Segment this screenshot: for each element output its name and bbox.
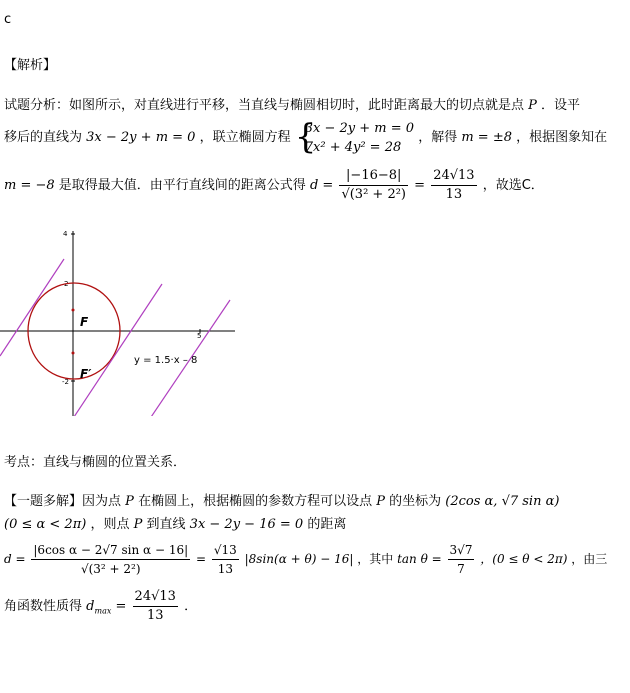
analysis-text: ，故选C． <box>482 178 544 193</box>
analysis-text: 是取得最大值．由平行直线间的距离公式得 <box>58 178 306 193</box>
analysis-line-3: m = −8 是取得最大值．由平行直线间的距离公式得 d = $\frac{|-16-8|}{\text{√(3² + 2²)}}$ = $\frac{24√13}{13}$ ，故选C． <box>4 168 544 202</box>
fraction-denominator: 13 <box>445 187 463 202</box>
multi-text: 在椭圆上，根据椭圆的参数方程可以设点 <box>138 494 373 509</box>
fraction-numerator: 24√13 <box>133 588 178 607</box>
multi-line-3: d = $\frac{\text{|6cos α − 2√7 sin α − 16|}}{\text{√(3² + 2²)}}$ = $\frac{√13}{13}$ |8sin(α + θ) − 16| ，其中 tan θ = $\frac{3√7}{7}$ ，(0 ≤ θ < 2π) ，由三 <box>4 543 608 576</box>
system-row-1: 3x − 2y + m = 0 <box>304 120 415 136</box>
distance-symbol: d = <box>309 178 334 193</box>
fraction-numerator: |6cos α − 2√7 sin α − 16| <box>31 541 190 560</box>
theta-range: ，(0 ≤ θ < 2π) <box>480 552 568 566</box>
analysis-text: ，解得 <box>418 130 458 145</box>
y-label-4: 4 <box>63 230 68 238</box>
x-label-5: 5 <box>197 332 202 340</box>
distance-fraction-2 <box>431 167 476 204</box>
fraction-denominator: 13 <box>146 608 164 623</box>
line-equation-label: y = 1.5·x – 8 <box>134 355 198 366</box>
distance-fraction <box>31 541 190 578</box>
y-label-2: 2 <box>64 280 69 288</box>
point-p: P <box>133 517 143 532</box>
analysis-line-2 <box>4 118 607 162</box>
fraction-denominator: √(3² + 2²) <box>80 562 141 576</box>
fraction-denominator: √(3² + 2²) <box>341 187 407 202</box>
multi-text: 的距离 <box>307 517 347 532</box>
multi-text: 到直线 <box>146 517 186 532</box>
fraction-numerator: √13 <box>212 541 239 560</box>
multi-text: 角函数性质得 <box>4 599 83 614</box>
multi-text: 的坐标为 <box>389 494 442 509</box>
analysis-text: ．设平 <box>541 98 581 113</box>
y-label-neg2: -2 <box>62 378 69 386</box>
system-row-2: 7x² + 4y² = 28 <box>304 139 402 155</box>
parametric-coordinates: (2cos α, √7 sin α) <box>445 494 560 509</box>
point-p: P <box>528 98 537 113</box>
multi-line-1 <box>4 494 559 510</box>
equation-system <box>294 116 415 157</box>
focus-point-bottom <box>72 352 75 355</box>
fraction-numerator: |−16−8| <box>339 167 408 186</box>
fraction-denominator: 13 <box>217 562 233 576</box>
tangent-line-upper <box>0 259 64 356</box>
tan-theta: tan θ = <box>397 552 442 566</box>
distance-fraction-1 <box>339 167 408 204</box>
point-p: P <box>125 494 134 509</box>
coefficient-fraction <box>212 541 239 578</box>
multi-heading: 【一题多解】 <box>4 494 83 509</box>
multi-text: ，由三 <box>571 552 608 566</box>
analysis-text: 移后的直线为 <box>4 130 83 145</box>
point-p: P <box>376 494 385 509</box>
brace-symbol: { <box>294 116 317 157</box>
ellipse-graph <box>0 226 235 416</box>
multi-text: 因为点 <box>82 494 122 509</box>
analysis-text: 试题分析：如图所示，对直线进行平移，当直线与椭圆相切时，此时距离最大的切点就是点 <box>4 98 525 113</box>
analysis-heading: 【解析】 <box>4 58 57 73</box>
tan-fraction <box>448 541 475 578</box>
multi-text: ． <box>184 599 198 614</box>
m-solution: m = ±8 <box>461 130 512 145</box>
d-max: $d_{max}$ <box>86 599 112 616</box>
translated-line-equation: 3x − 2y + m = 0 <box>86 130 196 145</box>
analysis-text: ，根据图象知在 <box>516 130 608 145</box>
multi-line-4: 角函数性质得 $d_{max}$ = $\frac{24√13}{13}$ ． <box>4 589 198 623</box>
distance-symbol: d = <box>4 552 26 566</box>
alpha-range: (0 ≤ α < 2π) <box>4 517 87 532</box>
abs-expression: |8sin(α + θ) − 16| <box>244 552 354 566</box>
fraction-numerator: 24√13 <box>431 167 476 186</box>
m-value: m = −8 <box>4 178 55 193</box>
key-point: 考点：直线与椭圆的位置关系． <box>4 455 187 470</box>
focus-label-f: F <box>80 315 89 329</box>
line-equation: 3x − 2y − 16 = 0 <box>189 517 304 532</box>
focus-label-f-prime: F′ <box>80 367 92 381</box>
fraction-denominator: 7 <box>457 562 465 576</box>
multi-text: ，其中 <box>357 552 394 566</box>
multi-line-2 <box>4 517 346 533</box>
tangent-line-lower <box>68 284 162 416</box>
fraction-numerator: 3√7 <box>448 541 475 560</box>
analysis-line-1 <box>4 98 580 114</box>
max-distance-fraction <box>133 588 178 625</box>
analysis-text: ，联立椭圆方程 <box>199 130 291 145</box>
focus-point-top <box>72 309 75 312</box>
answer-letter: c <box>4 12 12 27</box>
multi-text: ，则点 <box>90 517 130 532</box>
